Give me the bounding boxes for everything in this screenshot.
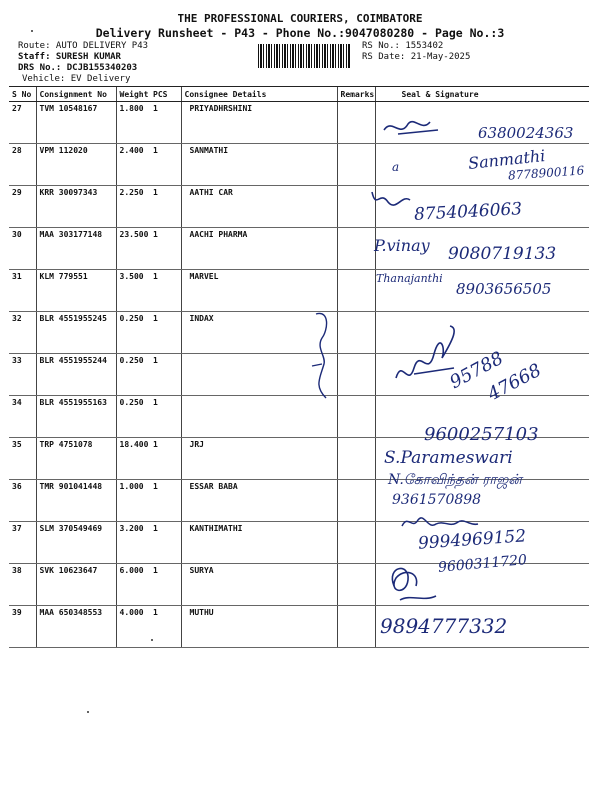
col-pcs: PCS <box>150 87 181 102</box>
cell-sno: 37 <box>9 522 36 564</box>
barcode-image <box>258 44 350 68</box>
vehicle-label: Vehicle: EV Delivery <box>22 74 131 84</box>
cell-sno: 30 <box>9 228 36 270</box>
signature-phone: 9994969152 <box>417 526 527 554</box>
signature-phone: 9894777332 <box>380 614 508 638</box>
cell-sno: 29 <box>9 186 36 228</box>
cell-weight: 18.400 <box>116 438 150 480</box>
cell-consignment: TRP 4751078 <box>36 438 116 480</box>
cell-pcs: 1 <box>150 354 181 396</box>
cell-remarks <box>337 312 375 354</box>
cell-remarks <box>337 270 375 312</box>
cell-consignment: SVK 10623647 <box>36 564 116 606</box>
cell-consignment: MAA 650348553 <box>36 606 116 648</box>
col-weight: Weight <box>116 87 150 102</box>
signature-phone: 8778900116 <box>507 163 585 183</box>
cell-weight: 6.000 <box>116 564 150 606</box>
cell-weight: 3.500 <box>116 270 150 312</box>
cell-sno: 28 <box>9 144 36 186</box>
cell-remarks <box>337 606 375 648</box>
cell-sno: 39 <box>9 606 36 648</box>
cell-consignee: SANMATHI <box>181 144 337 186</box>
signature-name: N.கோவிந்தன் ராஜன் <box>388 472 522 488</box>
runsheet-subtitle: Delivery Runsheet - P43 - Phone No.:9047080280 - Page No.:3 <box>95 26 505 40</box>
brace-scribble <box>306 308 334 408</box>
cell-pcs: 1 <box>150 228 181 270</box>
cell-consignment: KLM 779551 <box>36 270 116 312</box>
cell-sno: 32 <box>9 312 36 354</box>
cell-remarks <box>337 438 375 480</box>
cell-pcs: 1 <box>150 396 181 438</box>
signature-phone: 47668 <box>484 359 545 406</box>
cell-pcs: 1 <box>150 270 181 312</box>
cell-consignee: MARVEL <box>181 270 337 312</box>
cell-consignment: TVM 10548167 <box>36 102 116 144</box>
cell-weight: 2.400 <box>116 144 150 186</box>
cell-weight: 0.250 <box>116 354 150 396</box>
route-label: Route: AUTO DELIVERY P43 <box>18 41 149 51</box>
staff-label: Staff: SURESH KUMAR <box>18 52 121 62</box>
signature-mark: a <box>392 160 400 174</box>
signature-scribble <box>366 186 416 216</box>
cell-pcs: 1 <box>150 480 181 522</box>
drs-label: DRS No.: DCJB155340203 <box>18 63 138 73</box>
cell-sno: 34 <box>9 396 36 438</box>
signature-phone: 8754046063 <box>413 199 523 225</box>
table-header-row <box>9 87 589 102</box>
cell-remarks <box>337 564 375 606</box>
cell-remarks <box>337 522 375 564</box>
cell-remarks <box>337 396 375 438</box>
cell-sno: 36 <box>9 480 36 522</box>
cell-consignee: AATHI CAR <box>181 186 337 228</box>
cell-sno: 35 <box>9 438 36 480</box>
cell-consignment: SLM 370549469 <box>36 522 116 564</box>
cell-remarks <box>337 102 375 144</box>
signature-phone: 8903656505 <box>456 280 552 298</box>
cell-weight: 4.000 <box>116 606 150 648</box>
cell-pcs: 1 <box>150 606 181 648</box>
cell-sno: 33 <box>9 354 36 396</box>
signature-name: Thanajanthi <box>376 272 443 285</box>
col-sno: S No <box>9 87 36 102</box>
cell-weight: 2.250 <box>116 186 150 228</box>
signature-name: S.Parameswari <box>384 448 513 468</box>
rs-number: RS No.: 1553402 <box>362 41 444 51</box>
cell-weight: 0.250 <box>116 396 150 438</box>
cell-consignee: ESSAR BABA <box>181 480 337 522</box>
cell-remarks <box>337 144 375 186</box>
cell-consignment: MAA 303177148 <box>36 228 116 270</box>
cell-consignee: MUTHU <box>181 606 337 648</box>
rs-date: RS Date: 21-May-2025 <box>362 52 471 62</box>
cell-weight: 3.200 <box>116 522 150 564</box>
cell-sno: 38 <box>9 564 36 606</box>
cell-consignee: KANTHIMATHI <box>181 522 337 564</box>
cell-consignee: INDAX <box>181 312 337 354</box>
cell-pcs: 1 <box>150 522 181 564</box>
signature-phone: 9600311720 <box>437 552 528 576</box>
cell-sno: 31 <box>9 270 36 312</box>
col-remarks: Remarks <box>337 87 375 102</box>
cell-pcs: 1 <box>150 438 181 480</box>
col-signature: Seal & Signature <box>375 87 589 102</box>
cell-remarks <box>337 228 375 270</box>
cell-pcs: 1 <box>150 564 181 606</box>
signature-scribble <box>378 112 468 142</box>
signature-name: P.vinay <box>374 236 430 255</box>
signature-phone: 9361570898 <box>392 492 482 508</box>
company-title: THE PROFESSIONAL COURIERS, COIMBATORE <box>177 12 423 25</box>
signature-phone: 9600257103 <box>424 424 539 445</box>
signature-name: Sanmathi <box>467 146 547 173</box>
signature-phone: 95788 <box>446 347 507 394</box>
cell-pcs: 1 <box>150 312 181 354</box>
signature-phone: 6380024363 <box>478 124 574 142</box>
cell-weight: 0.250 <box>116 312 150 354</box>
scan-speck <box>87 711 89 713</box>
cell-consignee: SURYA <box>181 564 337 606</box>
cell-consignee: JRJ <box>181 438 337 480</box>
cell-pcs: 1 <box>150 102 181 144</box>
cell-weight: 23.500 <box>116 228 150 270</box>
cell-consignment: BLR 4551955245 <box>36 312 116 354</box>
cell-consignee: PRIYADHRSHINI <box>181 102 337 144</box>
scan-speck <box>31 30 33 32</box>
cell-consignment: BLR 4551955244 <box>36 354 116 396</box>
cell-weight: 1.800 <box>116 102 150 144</box>
cell-sno: 27 <box>9 102 36 144</box>
scan-speck <box>151 639 153 641</box>
cell-consignment: VPM 112020 <box>36 144 116 186</box>
cell-remarks <box>337 354 375 396</box>
col-consignment: Consignment No <box>36 87 116 102</box>
cell-remarks <box>337 480 375 522</box>
cell-consignment: BLR 4551955163 <box>36 396 116 438</box>
cell-consignee: AACHI PHARMA <box>181 228 337 270</box>
cell-consignment: KRR 30097343 <box>36 186 116 228</box>
col-consignee: Consignee Details <box>181 87 337 102</box>
signature-phone: 9080719133 <box>448 244 557 264</box>
cell-pcs: 1 <box>150 186 181 228</box>
table-row <box>9 312 589 354</box>
cell-pcs: 1 <box>150 144 181 186</box>
cell-consignment: TMR 901041448 <box>36 480 116 522</box>
cell-weight: 1.000 <box>116 480 150 522</box>
